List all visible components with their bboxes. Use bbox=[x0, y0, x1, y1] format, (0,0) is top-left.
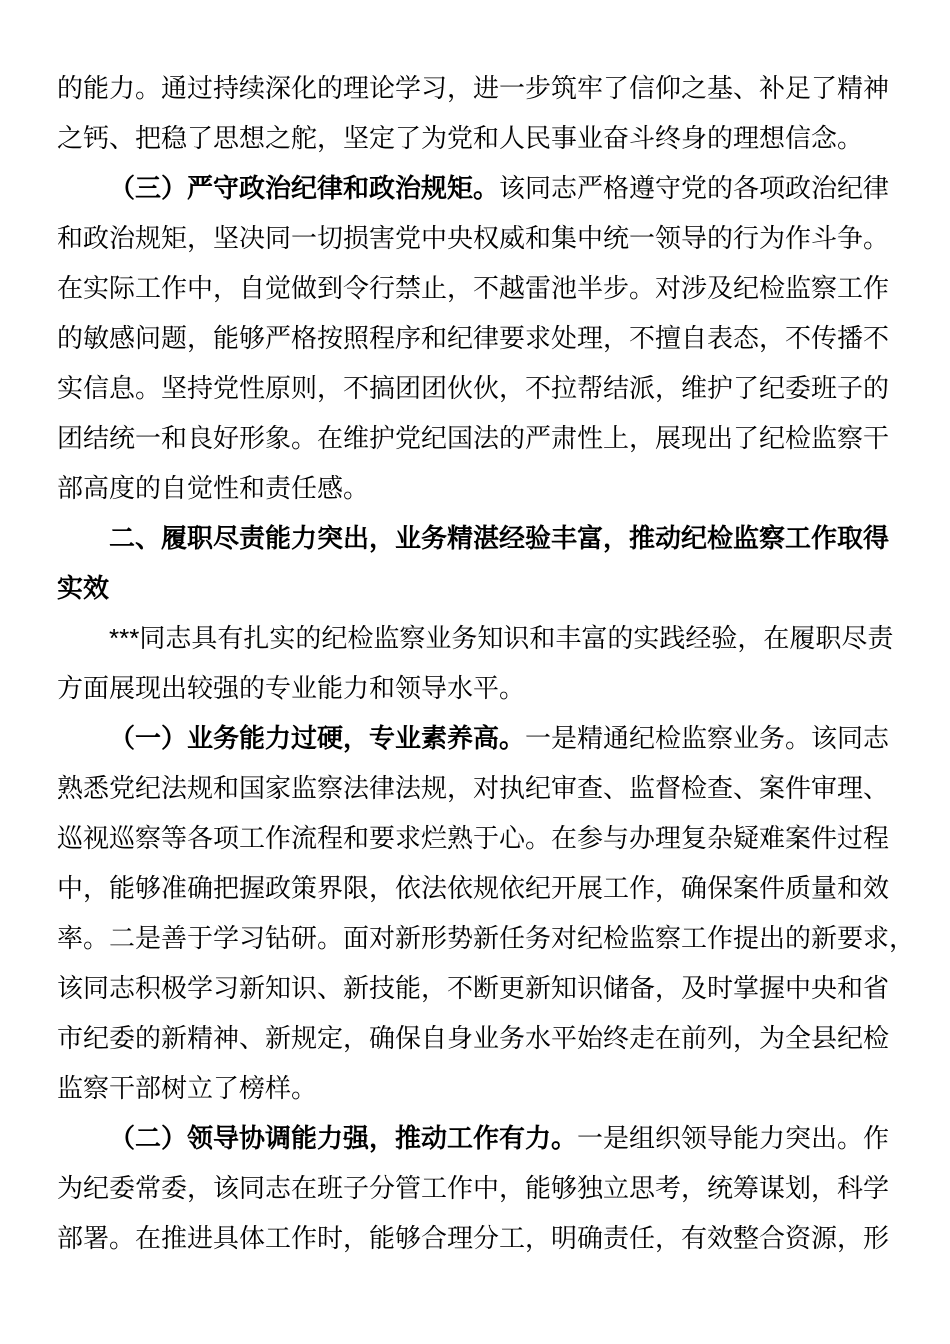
text-line bbox=[57, 813, 897, 863]
text-line bbox=[57, 363, 897, 413]
heading-text-segment: （二）领导协调能力强，推动工作有力。 bbox=[109, 1123, 578, 1153]
body-text-segment: 在实际工作中，自觉做到令行禁止，不越雷池半步。对涉及纪检监察工作 bbox=[57, 273, 890, 303]
heading-text-segment: （一）业务能力过硬，专业素养高。 bbox=[109, 723, 526, 753]
body-text-segment: 该同志严格遵守党的各项政治纪律 bbox=[499, 173, 890, 203]
body-text-segment: 一是组织领导能力突出。作 bbox=[577, 1123, 890, 1153]
text-line bbox=[57, 1213, 897, 1263]
text-line bbox=[57, 463, 897, 513]
text-line bbox=[57, 163, 897, 213]
text-line bbox=[57, 863, 897, 913]
text-line bbox=[57, 1013, 897, 1063]
text-line bbox=[57, 1113, 897, 1163]
body-text-segment: 巡视巡察等各项工作流程和要求烂熟于心。在参与办理复杂疑难案件过程 bbox=[57, 823, 890, 853]
body-text-segment: ***同志具有扎实的纪检监察业务知识和丰富的实践经验，在履职尽责 bbox=[109, 623, 894, 653]
text-line bbox=[57, 313, 897, 363]
text-line bbox=[57, 563, 897, 613]
body-text-segment: 部署。在推进具体工作时，能够合理分工，明确责任，有效整合资源，形 bbox=[57, 1223, 890, 1253]
body-text-segment: 率。二是善于学习钻研。面对新形势新任务对纪检监察工作提出的新要求， bbox=[57, 923, 916, 953]
body-text-segment: 部高度的自觉性和责任感。 bbox=[57, 473, 370, 503]
text-line bbox=[57, 613, 897, 663]
body-text-segment: 为纪委常委，该同志在班子分管工作中，能够独立思考，统筹谋划，科学 bbox=[57, 1173, 890, 1203]
text-line bbox=[57, 513, 897, 563]
text-line bbox=[57, 713, 897, 763]
body-text-segment: 中，能够准确把握政策界限，依法依规依纪开展工作，确保案件质量和效 bbox=[57, 873, 890, 903]
heading-text-segment: 实效 bbox=[57, 573, 110, 603]
body-text-segment: 和政治规矩，坚决同一切损害党中央权威和集中统一领导的行为作斗争。 bbox=[57, 223, 890, 253]
body-text-segment: 该同志积极学习新知识、新技能，不断更新知识储备，及时掌握中央和省 bbox=[57, 973, 890, 1003]
heading-text-segment: 二、履职尽责能力突出，业务精湛经验丰富，推动纪检监察工作取得 bbox=[109, 523, 890, 553]
text-block bbox=[57, 63, 916, 1263]
text-line bbox=[57, 913, 916, 963]
text-line bbox=[57, 63, 897, 113]
text-line bbox=[57, 663, 897, 713]
text-line bbox=[57, 1163, 897, 1213]
body-text-segment: 的能力。通过持续深化的理论学习，进一步筑牢了信仰之基、补足了精神 bbox=[57, 73, 890, 103]
body-text-segment: 团结统一和良好形象。在维护党纪国法的严肃性上，展现出了纪检监察干 bbox=[57, 423, 890, 453]
heading-text-segment: （三）严守政治纪律和政治规矩。 bbox=[109, 173, 500, 203]
body-text-segment: 的敏感问题，能够严格按照程序和纪律要求处理，不擅自表态，不传播不 bbox=[57, 323, 890, 353]
text-line bbox=[57, 113, 897, 163]
text-line bbox=[57, 963, 897, 1013]
body-text-segment: 熟悉党纪法规和国家监察法律法规，对执纪审查、监督检查、案件审理、 bbox=[57, 773, 890, 803]
body-text-segment: 方面展现出较强的专业能力和领导水平。 bbox=[57, 673, 526, 703]
body-text-segment: 一是精通纪检监察业务。该同志 bbox=[525, 723, 890, 753]
text-line bbox=[57, 263, 897, 313]
body-text-segment: 市纪委的新精神、新规定，确保自身业务水平始终走在前列，为全县纪检 bbox=[57, 1023, 890, 1053]
body-text-segment: 监察干部树立了榜样。 bbox=[57, 1073, 318, 1103]
text-line bbox=[57, 1063, 897, 1113]
text-line bbox=[57, 763, 897, 813]
text-line bbox=[57, 213, 897, 263]
body-text-segment: 实信息。坚持党性原则，不搞团团伙伙，不拉帮结派，维护了纪委班子的 bbox=[57, 373, 890, 403]
body-text-segment: 之钙、把稳了思想之舵，坚定了为党和人民事业奋斗终身的理想信念。 bbox=[57, 123, 864, 153]
text-line bbox=[57, 413, 897, 463]
